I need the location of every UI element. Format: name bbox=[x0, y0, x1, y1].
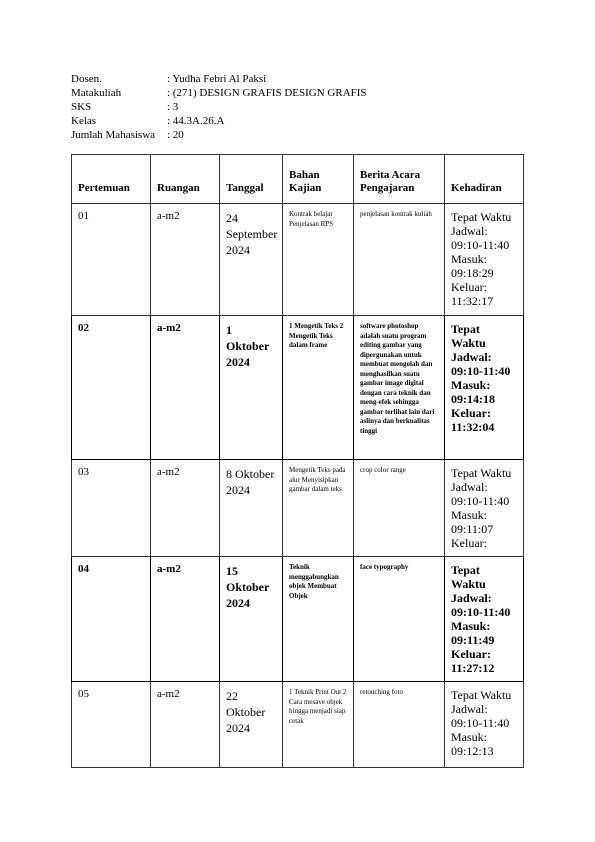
material-cell: Mengetik Teks pada alur Menyisipkan gambar dalam teks bbox=[283, 460, 354, 557]
attendance-line: Jadwal: bbox=[451, 480, 488, 494]
attendance-line: Tepat Waktu bbox=[451, 466, 512, 480]
attendance-line: Tepat Waktu bbox=[451, 210, 512, 224]
room-cell: a-m2 bbox=[151, 557, 220, 682]
date-cell: 15 Oktober 2024 bbox=[220, 557, 283, 682]
attendance-line: 11:27:12 bbox=[451, 661, 495, 675]
attendance-line: Jadwal: bbox=[451, 702, 488, 716]
info-row-course bbox=[71, 86, 367, 100]
attendance-line: 09:11:07 bbox=[451, 522, 494, 536]
attendance-line: 11:32:17 bbox=[451, 294, 494, 308]
table-row bbox=[72, 460, 524, 557]
date-cell: 1 Oktober 2024 bbox=[220, 316, 283, 460]
table-row bbox=[72, 557, 524, 682]
column-header-room: Ruangan bbox=[151, 155, 220, 204]
info-label: Dosen. bbox=[71, 73, 102, 85]
column-header-material: Bahan Kajian bbox=[283, 155, 354, 204]
meeting-number: 04 bbox=[72, 557, 151, 682]
attendance-line: 09:12:13 bbox=[451, 744, 494, 758]
report-cell: software photoshop adalah suatu program editing gambar yang dipergunakan untuk membuat mengolah dan menghasilkan suatu gambar image digital dengan cara teknik dan meng-efek sehingga gambar terlihat lain dari aslinya dan berkualitas tinggi bbox=[354, 316, 445, 460]
column-header-report: Berita Acara Pengajaran bbox=[354, 155, 445, 204]
info-row-class bbox=[71, 114, 367, 128]
course-info bbox=[71, 72, 367, 142]
column-header-date: Tanggal bbox=[220, 155, 283, 204]
info-value: : 44.3A.26.A bbox=[167, 115, 225, 127]
info-value: : (271) DESIGN GRAFIS DESIGN GRAFIS bbox=[167, 87, 367, 99]
info-label: Jumlah Mahasiswa bbox=[71, 129, 156, 141]
attendance-line: Masuk: bbox=[451, 619, 491, 633]
info-label: Matakuliah bbox=[71, 87, 122, 99]
attendance-cell bbox=[445, 316, 524, 460]
attendance-line: 11:32:04 bbox=[451, 420, 495, 434]
attendance-line: 09:14:18 bbox=[451, 392, 495, 406]
material-cell: Kontrak belajar Penjelasan RPS bbox=[283, 204, 354, 316]
info-row-students bbox=[71, 128, 367, 142]
room-cell: a-m2 bbox=[151, 682, 220, 768]
column-header-attendance: Kehadiran bbox=[445, 155, 524, 204]
attendance-line: Keluar: bbox=[451, 647, 491, 661]
room-cell: a-m2 bbox=[151, 316, 220, 460]
attendance-line: Masuk: bbox=[451, 730, 487, 744]
attendance-cell bbox=[445, 460, 524, 557]
attendance-line: 09:11:49 bbox=[451, 633, 495, 647]
meeting-number: 03 bbox=[72, 460, 151, 557]
table-row bbox=[72, 204, 524, 316]
info-label: SKS bbox=[71, 101, 92, 113]
info-value: : 20 bbox=[167, 129, 184, 141]
attendance-line: Tepat Waktu bbox=[451, 563, 486, 591]
column-header-meeting: Pertemuan bbox=[72, 155, 151, 204]
info-row-lecturer bbox=[71, 72, 367, 86]
attendance-line: Masuk: bbox=[451, 252, 487, 266]
attendance-line: Tepat Waktu bbox=[451, 322, 486, 350]
date-cell: 22 Oktober 2024 bbox=[220, 682, 283, 768]
attendance-line: Jadwal: bbox=[451, 591, 492, 605]
meeting-number: 01 bbox=[72, 204, 151, 316]
report-cell: retouching foto bbox=[354, 682, 445, 768]
room-cell: a-m2 bbox=[151, 204, 220, 316]
material-cell: 1 Teknik Print Out 2 Cara mesave objek hingga menjadi siap cetak bbox=[283, 682, 354, 768]
material-cell: 1 Mengetik Teks 2 Mengetik Teks dalam frame bbox=[283, 316, 354, 460]
info-value: : 3 bbox=[167, 101, 179, 113]
attendance-line: Keluar: bbox=[451, 536, 487, 550]
report-cell: penjelasan kontrak kuliah bbox=[354, 204, 445, 316]
info-value: : Yudha Febri Al Paksi bbox=[167, 73, 267, 85]
attendance-line: 09:10-11:40 bbox=[451, 605, 511, 619]
meeting-number: 05 bbox=[72, 682, 151, 768]
info-label: Kelas bbox=[71, 115, 97, 127]
attendance-line: Tepat Waktu bbox=[451, 688, 512, 702]
attendance-line: Jadwal: bbox=[451, 224, 488, 238]
report-cell: crop color range bbox=[354, 460, 445, 557]
attendance-line: 09:10-11:40 bbox=[451, 364, 511, 378]
attendance-line: Masuk: bbox=[451, 508, 487, 522]
attendance-cell bbox=[445, 204, 524, 316]
attendance-line: 09:18:29 bbox=[451, 266, 494, 280]
material-cell: Teknik menggabungkan objek Membuat Objek bbox=[283, 557, 354, 682]
table-row bbox=[72, 316, 524, 460]
table-row bbox=[72, 682, 524, 768]
attendance-line: Masuk: bbox=[451, 378, 491, 392]
attendance-line: Jadwal: bbox=[451, 350, 492, 364]
attendance-line: 09:10-11:40 bbox=[451, 716, 510, 730]
attendance-cell bbox=[445, 557, 524, 682]
date-cell: 24 September 2024 bbox=[220, 204, 283, 316]
attendance-line: Keluar: bbox=[451, 280, 487, 294]
attendance-line: 09:10-11:40 bbox=[451, 238, 510, 252]
meeting-number: 02 bbox=[72, 316, 151, 460]
room-cell: a-m2 bbox=[151, 460, 220, 557]
attendance-line: 09:10-11:40 bbox=[451, 494, 510, 508]
attendance-line: Keluar: bbox=[451, 406, 491, 420]
info-row-credits bbox=[71, 100, 367, 114]
date-cell: 8 Oktober 2024 bbox=[220, 460, 283, 557]
report-cell: face typography bbox=[354, 557, 445, 682]
table-body bbox=[72, 204, 524, 768]
attendance-cell bbox=[445, 682, 524, 768]
table-header bbox=[72, 155, 524, 204]
attendance-table bbox=[71, 154, 524, 768]
